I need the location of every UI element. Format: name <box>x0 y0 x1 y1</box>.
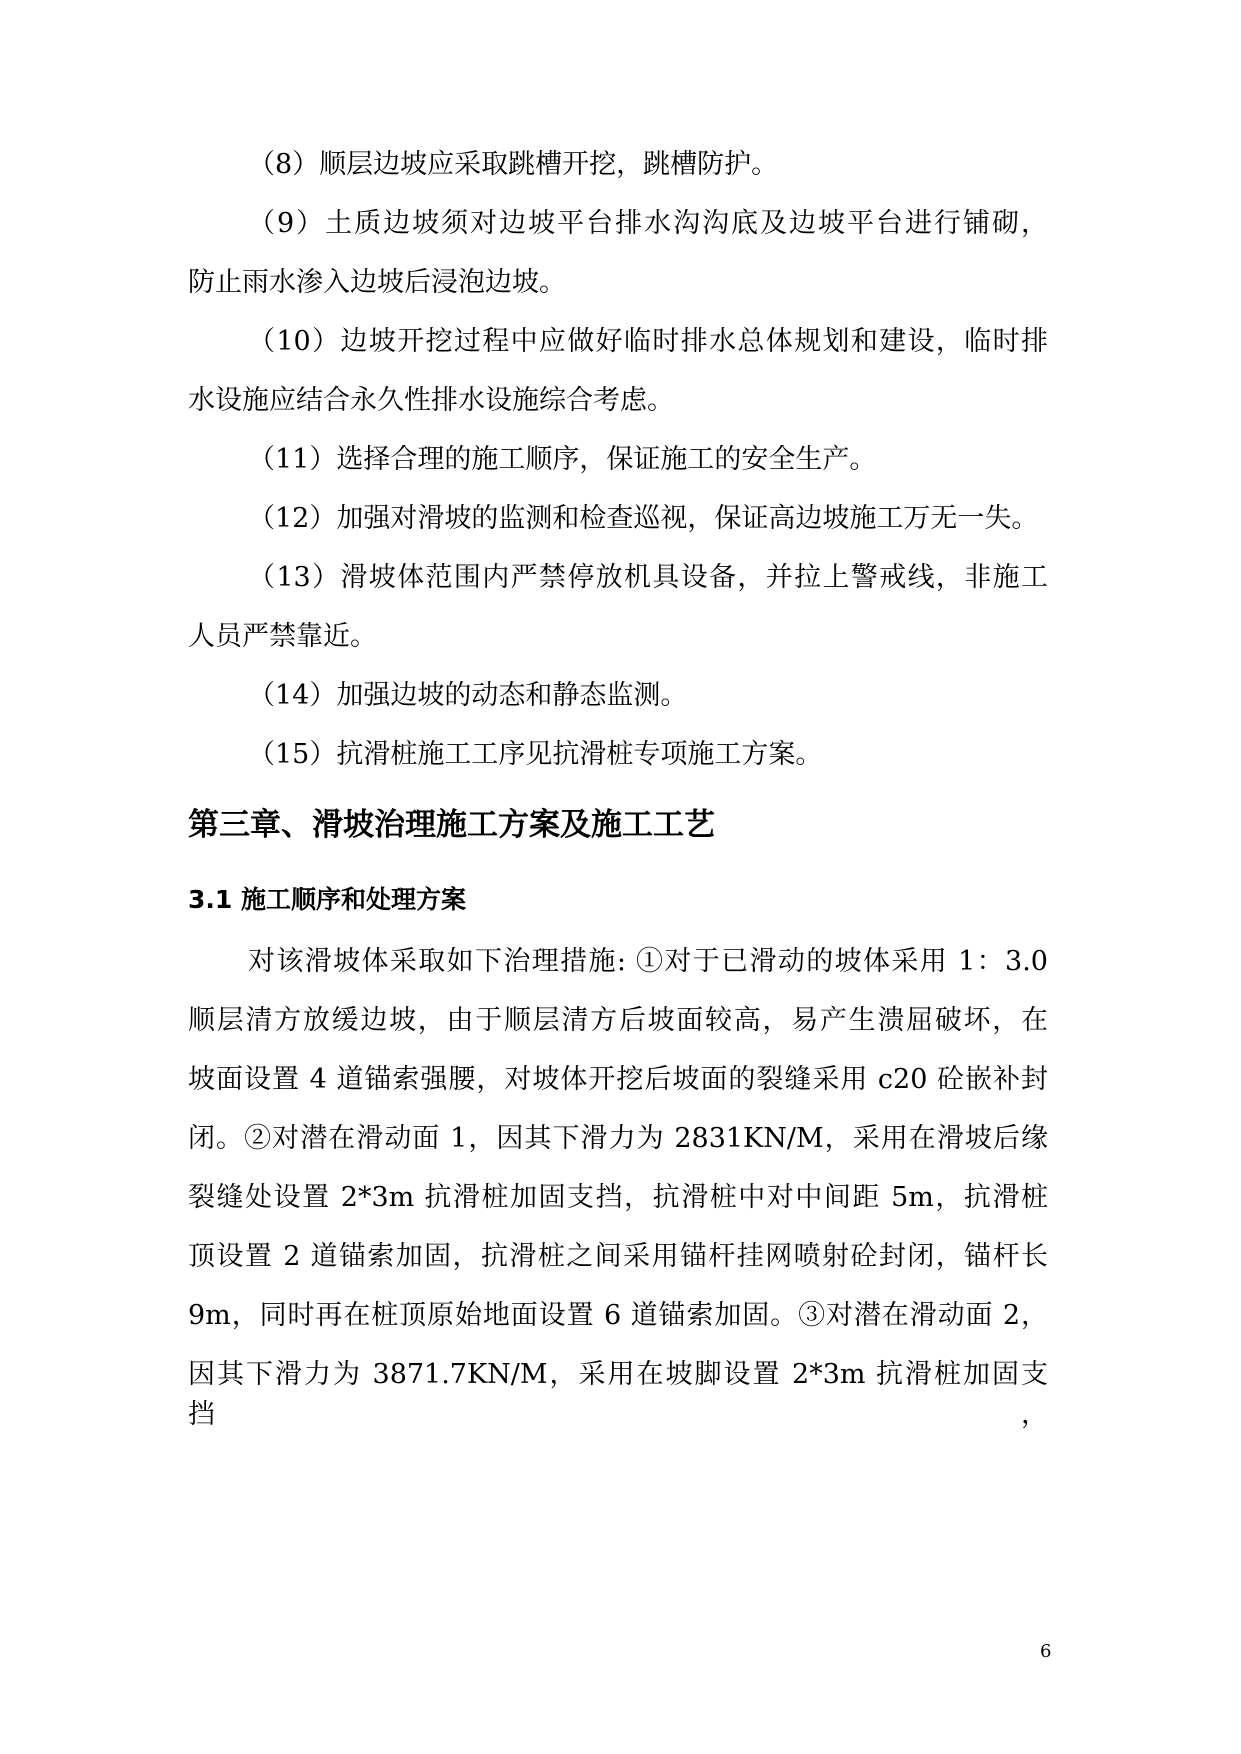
body-line: 裂缝处设置 2*3m 抗滑桩加固支挡，抗滑桩中对中间距 5m，抗滑桩 <box>188 1182 1048 1213</box>
list-item-9-line-2: 防止雨水渗入边坡后浸泡边坡。 <box>188 267 566 298</box>
list-item-10-line-1: （10）边坡开挖过程中应做好临时排水总体规划和建设，临时排 <box>248 326 1048 357</box>
list-item-8: （8）顺层边坡应采取跳槽开挖，跳槽防护。 <box>248 149 779 180</box>
chapter-title: 第三章、滑坡治理施工方案及施工工艺 <box>188 807 715 843</box>
body-line: 顶设置 2 道锚索加固，抗滑桩之间采用锚杆挂网喷射砼封闭，锚杆长 <box>188 1241 1048 1272</box>
section-title: 3.1 施工顺序和处理方案 <box>188 885 466 914</box>
body-line: 闭。②对潜在滑动面 1，因其下滑力为 2831KN/M，采用在滑坡后缘 <box>188 1123 1048 1154</box>
list-item-13-line-1: （13）滑坡体范围内严禁停放机具设备，并拉上警戒线，非施工 <box>248 562 1048 593</box>
body-line: 因其下滑力为 3871.7KN/M，采用在坡脚设置 2*3m 抗滑桩加固支挡， <box>188 1359 1048 1430</box>
list-item-15: （15）抗滑桩施工工序见抗滑桩专项施工方案。 <box>248 739 823 770</box>
body-line: 9m，同时再在桩顶原始地面设置 6 道锚索加固。③对潜在滑动面 2， <box>188 1300 1048 1331</box>
body-line: 顺层清方放缓边坡，由于顺层清方后坡面较高，易产生溃屈破坏，在 <box>188 1005 1048 1036</box>
list-item-10-line-2: 水设施应结合永久性排水设施综合考虑。 <box>188 385 674 416</box>
list-item-9-line-1: （9）土质边坡须对边坡平台排水沟沟底及边坡平台进行铺砌， <box>248 208 1048 239</box>
list-item-11: （11）选择合理的施工顺序，保证施工的安全生产。 <box>248 444 877 475</box>
body-line: 坡面设置 4 道锚索强腰，对坡体开挖后坡面的裂缝采用 c20 砼嵌补封 <box>188 1064 1048 1095</box>
page-number: 6 <box>1040 1641 1052 1662</box>
list-item-13-line-2: 人员严禁靠近。 <box>188 621 377 652</box>
list-item-12: （12）加强对滑坡的监测和检查巡视，保证高边坡施工万无一失。 <box>248 503 1039 534</box>
body-line: 对该滑坡体采取如下治理措施: ①对于已滑动的坡体采用 1：3.0 <box>248 946 1048 977</box>
list-item-14: （14）加强边坡的动态和静态监测。 <box>248 680 688 711</box>
